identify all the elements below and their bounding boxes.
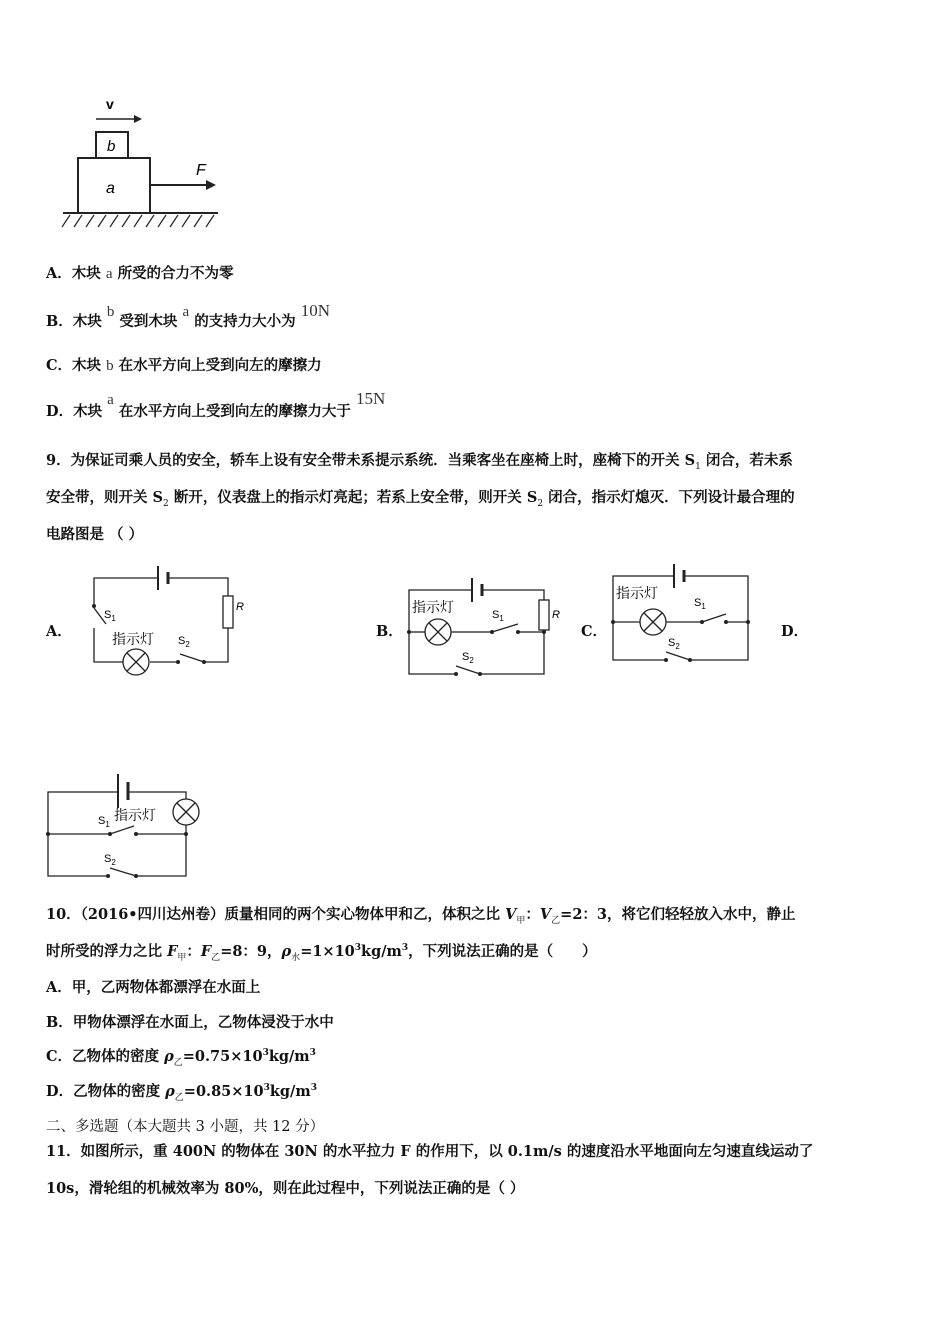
q9-stem-line1: 9．为保证司乘人员的安全，轿车上设有安全带未系提示系统．当乘客坐在座椅上时，座椅下的开关 $S_1$ 闭合，若未系 <box>46 452 793 472</box>
svg-text:b: b <box>107 138 116 155</box>
q9-option-c-label[interactable]: C． <box>581 623 608 640</box>
q10-stem-line1: 10．（2016•四川达州卷）质量相同的两个实心物体甲和乙，体积之比 $V_甲$：$V_乙=2$：3，将它们轻轻放入水中，静止 <box>46 906 796 926</box>
q8-option-d[interactable]: D．木块 a 在水平方向上受到向左的摩擦力大于 15N <box>46 389 386 420</box>
q10-option-d[interactable]: D．乙物体的密度 $\rho_乙=0.85\times 10^3kg/m^3$ <box>46 1083 317 1103</box>
q9-option-b-label[interactable]: B． <box>376 623 403 640</box>
svg-text:S2: $S_2$ <box>668 637 680 651</box>
svg-text:R: R <box>552 609 560 621</box>
q11-stem-line2: 10s，滑轮组的机械效率为 80%，则在此过程中，下列说法正确的是（ ） <box>46 1180 525 1197</box>
svg-text:S1: $S_1$ <box>104 609 116 623</box>
q9-stem-line2: 安全带，则开关 $S_2$ 断开，仪表盘上的指示灯亮起；若系上安全带，则开关 $S_2$ 闭合，指示灯熄灭．下列设计最合理的 <box>46 489 795 509</box>
circuit-c <box>606 562 756 667</box>
svg-text:S1: $S_1$ <box>98 815 110 829</box>
svg-text:指示灯: 指示灯 <box>412 599 454 615</box>
circuit-b <box>400 570 565 682</box>
q9-stem-line3: 电路图是 （ ） <box>46 526 144 543</box>
force-label: F <box>196 162 206 179</box>
q10-stem-line2: 时所受的浮力之比 $F_甲$：$F_乙=8$：9，$\rho_水=1\times 10^3kg/m^3$，下列说法正确的是（ ） <box>46 943 597 963</box>
q11-stem-line1: 11．如图所示，重 400N 的物体在 30N 的水平拉力 F 的作用下，以 0.1m/s 的速度沿水平地面向左匀速直线运动了 <box>46 1143 814 1160</box>
velocity-label: v <box>106 96 114 112</box>
svg-text:S1: $S_1$ <box>694 597 706 611</box>
q10-option-b[interactable]: B．甲物体漂浮在水面上，乙物体浸没于水中 <box>46 1014 334 1031</box>
svg-text:S2: $S_2$ <box>104 853 116 867</box>
q8-option-a[interactable]: A．木块 a 所受的合力不为零 <box>46 265 234 282</box>
q9-option-a-label[interactable]: A． <box>46 623 72 640</box>
svg-text:a: a <box>106 180 115 197</box>
q8-option-b[interactable]: B．木块 b 受到木块 a 的支持力大小为 10N <box>46 301 331 330</box>
svg-text:指示灯: 指示灯 <box>114 807 156 823</box>
circuit-d <box>40 768 210 883</box>
block-figure <box>58 95 228 235</box>
svg-text:S2: $S_2$ <box>462 651 474 665</box>
svg-text:R: R <box>236 601 244 613</box>
q8-option-c[interactable]: C．木块 b 在水平方向上受到向左的摩擦力 <box>46 357 322 374</box>
svg-text:指示灯: 指示灯 <box>616 585 658 601</box>
circuit-a <box>80 558 245 678</box>
q10-option-a[interactable]: A．甲，乙两物体都漂浮在水面上 <box>46 979 261 996</box>
svg-text:S2: $S_2$ <box>178 635 190 649</box>
svg-text:指示灯: 指示灯 <box>112 631 154 647</box>
q9-option-d-label[interactable]: D． <box>781 623 809 640</box>
q10-option-c[interactable]: C．乙物体的密度 $\rho_乙=0.75\times 10^3kg/m^3$ <box>46 1048 316 1068</box>
section-heading: 二、多选题（本大题共 3 小题，共 12 分） <box>46 1119 325 1135</box>
svg-text:S1: $S_1$ <box>492 609 504 623</box>
